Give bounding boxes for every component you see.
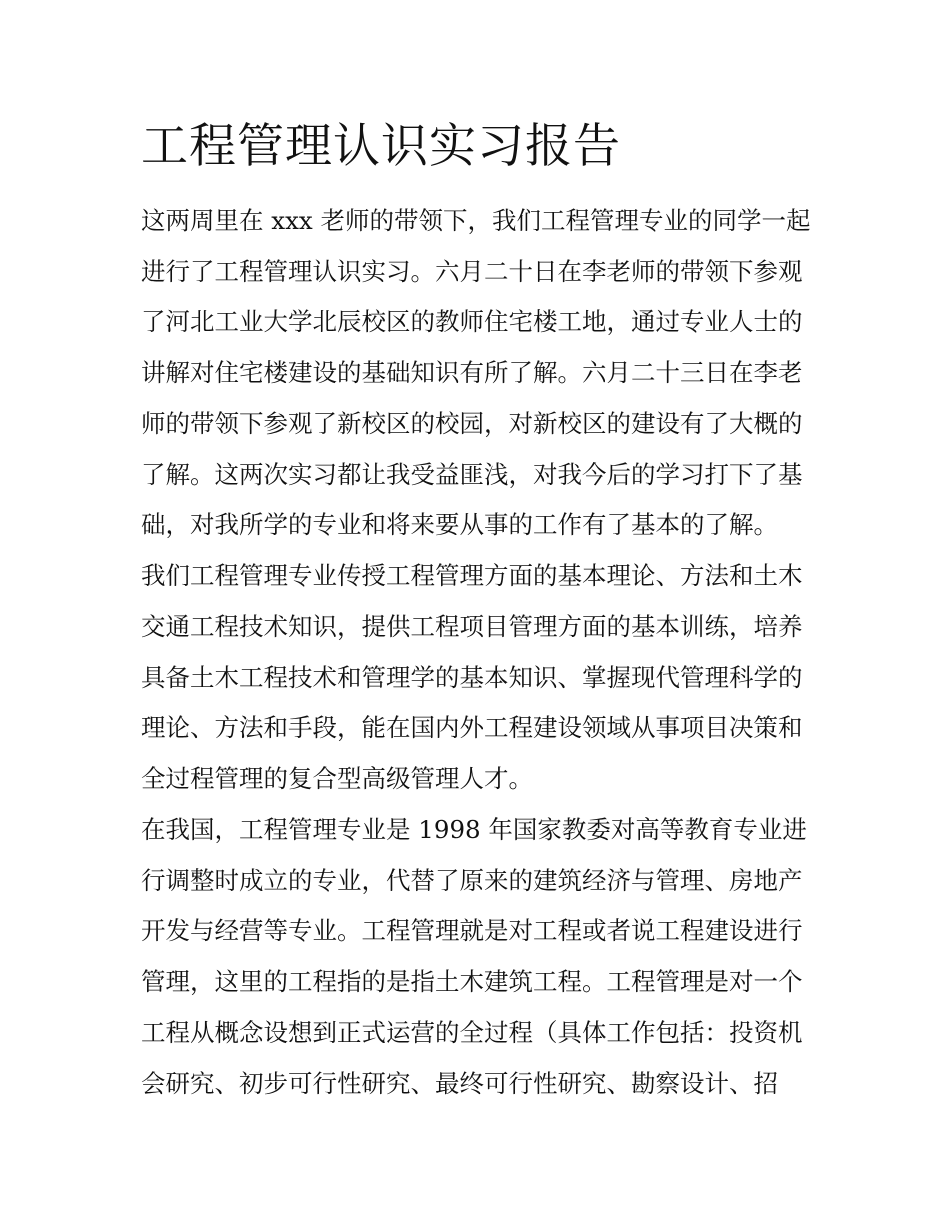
text-line: 讲解对住宅楼建设的基础知识有所了解。六月二十三日在李老 bbox=[141, 358, 803, 387]
text-line: 全过程管理的复合型高级管理人才。 bbox=[141, 764, 533, 793]
text-line: 理论、方法和手段，能在国内外工程建设领域从事项目决策和 bbox=[141, 713, 803, 742]
document-title: 工程管理认识实习报告 bbox=[141, 119, 621, 174]
text-line: 这两周里在 xxx 老师的带领下，我们工程管理专业的同学一起 bbox=[141, 206, 811, 235]
text-line: 了河北工业大学北辰校区的教师住宅楼工地，通过专业人士的 bbox=[141, 307, 803, 336]
text-line: 交通工程技术知识，提供工程项目管理方面的基本训练，培养 bbox=[141, 612, 803, 641]
text-line: 我们工程管理专业传授工程管理方面的基本理论、方法和土木 bbox=[141, 561, 803, 590]
text-line: 进行了工程管理认识实习。六月二十日在李老师的带领下参观 bbox=[141, 257, 803, 286]
text-line: 管理，这里的工程指的是指土木建筑工程。工程管理是对一个 bbox=[141, 967, 803, 996]
text-line: 础，对我所学的专业和将来要从事的工作有了基本的了解。 bbox=[141, 510, 778, 539]
text-line: 开发与经营等专业。工程管理就是对工程或者说工程建设进行 bbox=[141, 916, 803, 945]
text-line: 了解。这两次实习都让我受益匪浅，对我今后的学习打下了基 bbox=[141, 460, 803, 489]
text-line: 行调整时成立的专业，代替了原来的建筑经济与管理、房地产 bbox=[141, 866, 803, 895]
text-line: 具备土木工程技术和管理学的基本知识、掌握现代管理科学的 bbox=[141, 663, 803, 692]
text-line: 在我国，工程管理专业是 1998 年国家教委对高等教育专业进 bbox=[141, 815, 807, 844]
text-line: 工程从概念设想到正式运营的全过程（具体工作包括：投资机 bbox=[141, 1018, 803, 1047]
text-line: 师的带领下参观了新校区的校园，对新校区的建设有了大概的 bbox=[141, 409, 803, 438]
text-line: 会研究、初步可行性研究、最终可行性研究、勘察设计、招 bbox=[141, 1069, 778, 1098]
